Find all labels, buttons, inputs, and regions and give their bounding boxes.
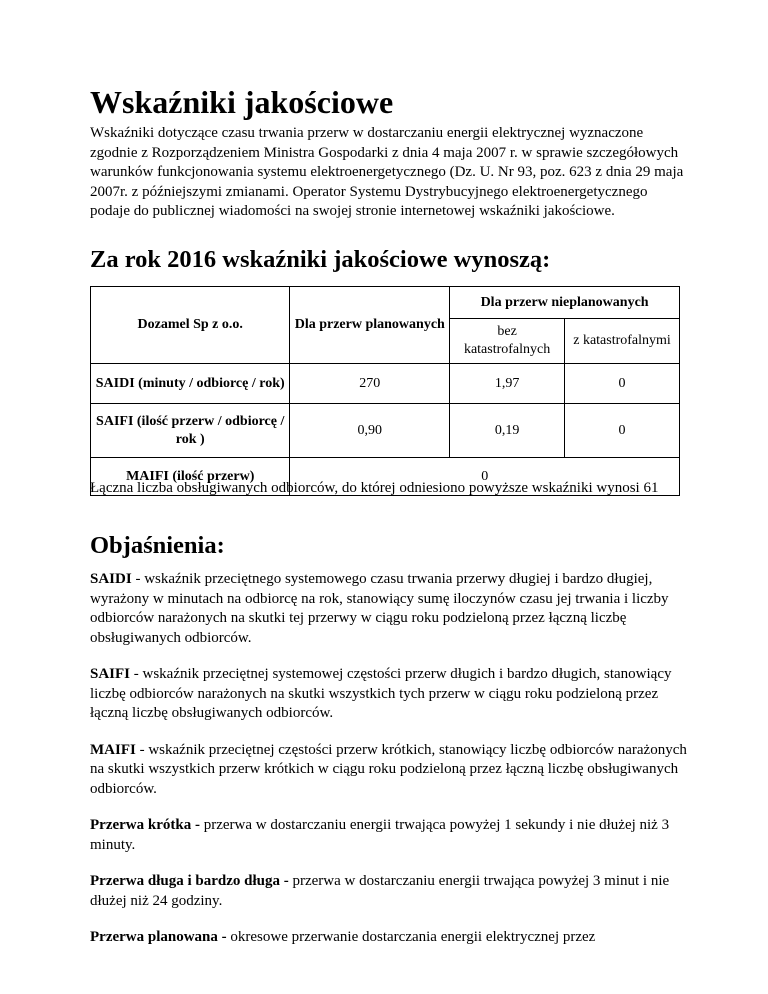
definition-term: SAIDI <box>90 571 132 587</box>
definition-term: SAIFI <box>90 666 131 682</box>
definition-short-outage <box>90 816 690 855</box>
definition-text: wskaźnik przeciętnej systemowej częstości przerw długich i bardzo długich, stanowiący liczbę odbiorców narażonych na skutki wszystkich tych przerw w ciągu roku podzieloną przez łączną liczbę obsługiwanych odbiorców. <box>90 666 672 721</box>
definition-term: Przerwa krótka - <box>90 817 200 833</box>
page-title: Wskaźniki jakościowe <box>90 84 394 120</box>
with-catastrophic-header: z katastrofalnymi <box>565 319 680 364</box>
definition-term: Przerwa długa i bardzo długa - <box>90 873 289 889</box>
definition-saifi: SAIFI - wskaźnik przeciętnej systemowej częstości przerw długich i bardzo długich, stanowiący liczbę odbiorców narażonych na skutki wszystkich tych przerw w ciągu roku podzieloną przez łączną liczbę obsługiwanych odbiorców. <box>90 666 672 721</box>
saifi-with: 0 <box>565 404 680 458</box>
intro-paragraph: Wskaźniki dotyczące czasu trwania przerw w dostarczaniu energii elektrycznej wyznaczone zgodnie z Rozporządzeniem Ministra Gospodarki z dnia 4 maja 2007 r. w sprawie szczegółowych warunków funkcjonowania systemu elektroenergetycznego (Dz. U. Nr 93, poz. 623 z dnia 29 maja 2007r. z późniejszymi zmianami. Operator Systemu Dystrybucyjnego elektroenergetycznego podaje do publicznej wiadomości na swojej stronie internetowej wskaźniki jakościowe. <box>90 125 684 219</box>
definition-text: wskaźnik przeciętnej częstości przerw krótkich, stanowiący liczbę odbiorców narażonych na skutki wszystkich przerw krótkich w ciągu roku podzieloną przez łączną liczbę obsługiwanych odbiorców. <box>90 741 687 797</box>
customer-count-summary: Łączna liczba obsługiwanych odbiorców, do której odniesiono powyższe wskaźniki wynosi 61 <box>90 480 659 496</box>
definition-term: MAIFI <box>90 741 136 758</box>
definition-planned-outage <box>90 928 690 948</box>
saifi-label: SAIFI (ilość przerw / odbiorcę / rok ) <box>91 404 290 458</box>
without-catastrophic-header: bez katastrofalnych <box>450 319 565 364</box>
definition-text: okresowe przerwanie dostarczania energii elektrycznej przez <box>230 929 596 945</box>
definition-term: Przerwa planowana - <box>90 929 227 945</box>
saifi-planned: 0,90 <box>290 404 450 458</box>
maifi-value: 0 <box>290 458 680 496</box>
definition-maifi: MAIFI - wskaźnik przeciętnej częstości przerw krótkich, stanowiący liczbę odbiorców narażonych na skutki wszystkich przerw krótkich w ciągu roku podzieloną przez łączną liczbę obsługiwanych odbiorców. <box>90 741 687 797</box>
saidi-without: 1,97 <box>450 364 565 404</box>
saifi-without: 0,19 <box>450 404 565 458</box>
saidi-with: 0 <box>565 364 680 404</box>
explanations-heading: Objaśnienia: <box>90 532 225 559</box>
company-header: Dozamel Sp z o.o. <box>91 287 290 364</box>
saidi-planned: 270 <box>290 364 450 404</box>
definition-text: wskaźnik przeciętnego systemowego czasu trwania przerwy długiej i bardzo długiej, wyrażony w minutach na odbiorcę na rok, stanowiący sumę iloczynów czasu jej trwania i liczby odbiorców narażonych na skutki tej przerwy w ciągu roku podzieloną przez łączną liczbę obsługiwanych odbiorców. <box>90 571 669 646</box>
maifi-label: MAIFI (ilość przerw) <box>91 458 290 496</box>
saidi-label: SAIDI (minuty / odbiorcę / rok) <box>91 364 290 404</box>
year-heading: Za rok 2016 wskaźniki jakościowe wynoszą: <box>90 246 551 273</box>
definition-text: przerwa w dostarczaniu energii trwająca powyżej 3 minut i nie dłużej niż 24 godziny. <box>90 873 670 909</box>
definition-saidi: SAIDI - wskaźnik przeciętnego systemowego czasu trwania przerwy długiej i bardzo długiej, wyrażony w minutach na odbiorcę na rok, stanowiący sumę iloczynów czasu jej trwania i liczby odbiorców narażonych na skutki tej przerwy w ciągu roku podzieloną przez łączną liczbę obsługiwanych odbiorców. <box>90 571 669 646</box>
definitions-list <box>90 570 690 965</box>
definition-long-outage <box>90 872 690 911</box>
definition-text: przerwa w dostarczaniu energii trwająca powyżej 1 sekundy i nie dłużej niż 3 minuty. <box>90 817 670 853</box>
unplanned-header: Dla przerw nieplanowanych <box>450 287 680 319</box>
planned-header: Dla przerw planowanych <box>290 287 450 364</box>
quality-indicators-table <box>90 286 680 496</box>
